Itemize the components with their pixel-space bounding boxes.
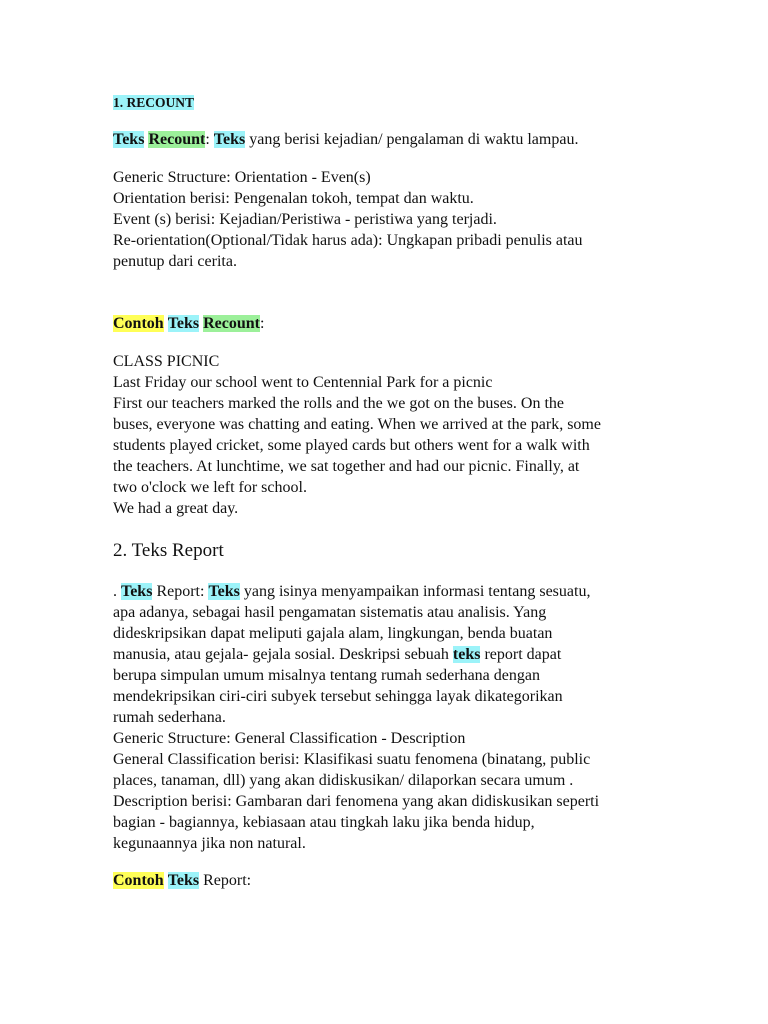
highlight-teks: Teks — [167, 315, 200, 332]
section1-heading-block — [113, 92, 673, 113]
structure-line: Event (s) berisi: Kejadian/Peristiwa - peristiwa yang terjadi. — [113, 211, 497, 228]
highlight-recount: Recount — [203, 315, 261, 332]
report-text: manusia, atau gejala- gejala sosial. Deskripsi sebuah — [113, 646, 453, 663]
structure-line: Description berisi: Gambaran dari fenomena yang akan didiskusikan seperti — [113, 793, 600, 810]
example-title: CLASS PICNIC — [113, 353, 220, 370]
highlight-recount: Recount — [148, 131, 206, 148]
example-colon: : — [260, 315, 265, 332]
structure-line: General Classification berisi: Klasifikasi suatu fenomena (binatang, public — [113, 751, 591, 768]
report-example-heading — [113, 870, 673, 891]
report-text: report dapat — [480, 646, 562, 663]
report-definition — [113, 581, 673, 854]
example-line: We had a great day. — [113, 500, 239, 517]
highlight-teks: Teks — [167, 872, 200, 889]
example-line: First our teachers marked the rolls and the we got on the buses. On the — [113, 395, 564, 412]
report-line: rumah sederhana. — [113, 709, 226, 726]
report-line: mendekripsikan ciri-ciri subyek tersebut sehingga layak dikategorikan — [113, 688, 563, 705]
example-report-label: Report: — [199, 872, 252, 889]
report-line — [113, 644, 673, 665]
recount-example-text — [113, 351, 673, 519]
highlight-contoh: Contoh — [113, 315, 164, 332]
example-line: the teachers. At lunchtime, we sat together and had our picnic. Finally, at — [113, 458, 580, 475]
example-line: Last Friday our school went to Centennial Park for a picnic — [113, 374, 493, 391]
report-line: berupa simpulan umum misalnya tentang rumah sederhana dengan — [113, 667, 540, 684]
highlight-teks: Teks — [121, 583, 153, 600]
section2-heading: 2. Teks Report — [113, 540, 224, 561]
report-dot: . — [113, 583, 121, 600]
highlight-teks: teks — [452, 646, 481, 663]
structure-line: bagian - bagiannya, kebiasaan atau tingkah laku jika benda hidup, — [113, 814, 535, 831]
highlight-contoh: Contoh — [113, 872, 164, 889]
recount-example-heading — [113, 313, 673, 334]
definition-sep: : — [205, 131, 214, 148]
example-line: buses, everyone was chatting and eating. When we arrived at the park, some — [113, 416, 601, 433]
structure-line: Generic Structure: General Classification - Description — [113, 730, 466, 747]
report-line — [113, 581, 673, 602]
structure-line: Re-orientation(Optional/Tidak harus ada): Ungkapan pribadi penulis atau — [113, 232, 583, 249]
highlight-teks: Teks — [213, 131, 246, 148]
section2-heading-block — [113, 540, 673, 562]
structure-line: kegunaannya jika non natural. — [113, 835, 306, 852]
highlight-teks: Teks — [208, 583, 240, 600]
structure-line: penutup dari cerita. — [113, 253, 237, 270]
definition-text: yang berisi kejadian/ pengalaman di waktu lampau. — [245, 131, 579, 148]
report-line: dideskripsikan dapat meliputi gajala alam, lingkungan, benda buatan — [113, 625, 553, 642]
highlight-teks: Teks — [113, 131, 145, 148]
structure-line: places, tanaman, dll) yang akan didiskusikan/ dilaporkan secara umum . — [113, 772, 574, 789]
recount-definition — [113, 129, 673, 150]
example-line: two o'clock we left for school. — [113, 479, 307, 496]
section1-heading: 1. RECOUNT — [113, 95, 195, 110]
structure-line: Orientation berisi: Pengenalan tokoh, tempat dan waktu. — [113, 190, 474, 207]
report-line: apa adanya, sebagai hasil pengamatan sistematis atau analisis. Yang — [113, 604, 547, 621]
report-text: Report: — [152, 583, 209, 600]
report-text: yang isinya menyampaikan informasi tentang sesuatu, — [239, 583, 591, 600]
structure-line: Generic Structure: Orientation - Even(s) — [113, 169, 371, 186]
example-line: students played cricket, some played cards but others went for a walk with — [113, 437, 590, 454]
recount-structure — [113, 167, 673, 272]
